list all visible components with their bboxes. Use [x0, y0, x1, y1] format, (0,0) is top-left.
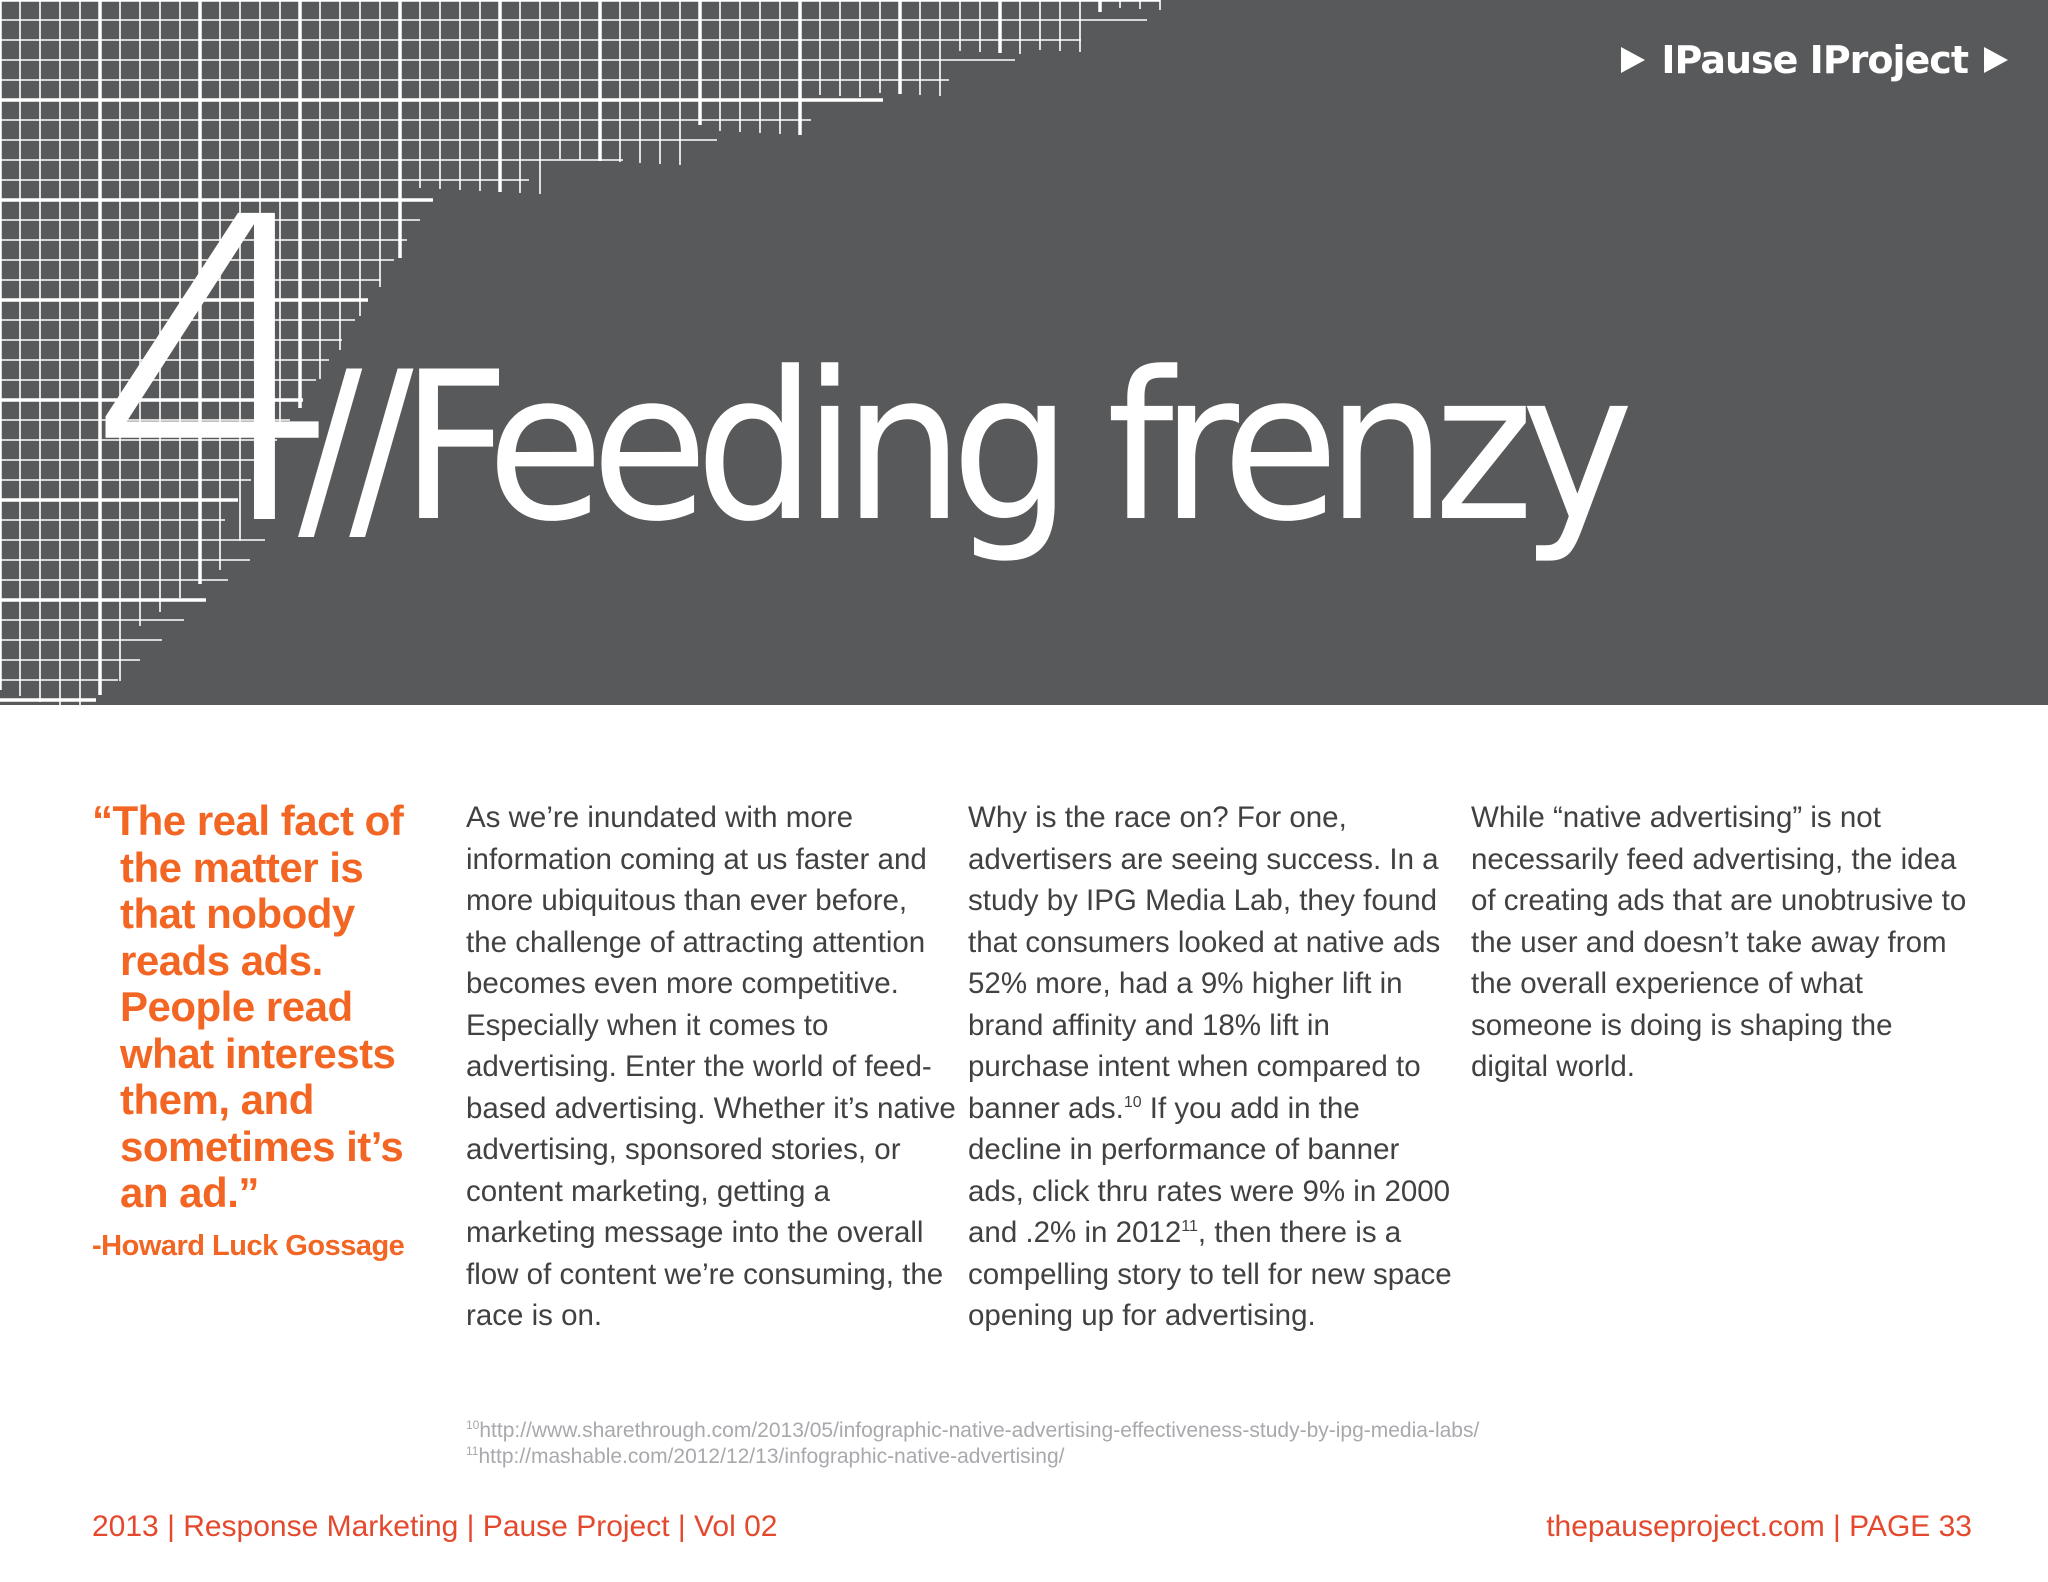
header-banner	[0, 0, 2048, 705]
footnote-number: 10	[466, 1418, 480, 1432]
body-text: , then there is a compelling story to tell for new space opening up for advertising.	[968, 1216, 1452, 1332]
pull-quote-attribution: -Howard Luck Gossage	[92, 1229, 405, 1262]
footnotes	[466, 1418, 1479, 1470]
body-text: If you add in the decline in performance of banner ads, click thru rates were 9% in 2000 and .2% in 2012	[968, 1091, 1451, 1249]
footnote-link[interactable]: http://www.sharethrough.com/2013/05/infographic-native-advertising-effectiveness-study-by-ipg-media-labs/	[479, 1419, 1480, 1442]
brand-logo[interactable]	[1621, 38, 2008, 82]
pull-quote	[92, 798, 442, 1263]
chapter-number: 4	[85, 130, 343, 619]
pull-quote-text: “The real fact of the matter is that nobody reads ads. People read what interests them, and sometimes it’s an ad.”	[92, 797, 404, 1216]
footnote-number: 11	[466, 1444, 479, 1458]
footnote-item[interactable]	[466, 1444, 1479, 1470]
footnote-ref[interactable]: 10	[1123, 1093, 1142, 1111]
body-text: Why is the race on? For one, advertisers are seeing success. In a study by IPG Media Lab, they found that consumers looked at native ads 52% more, had a 9% higher lift in brand affinity and 18% lift in purchase intent when compared to banner ads.	[968, 801, 1441, 1125]
body-column-3: While “native advertising” is not necessarily feed advertising, the idea of creating ads that are unobtrusive to the user and doesn’t take away from the overall experience of what someone is doing is shaping the digital world.	[1471, 801, 1967, 1083]
footer-publication-info: 2013 | Response Marketing | Pause Project | Vol 02	[92, 1510, 778, 1543]
footnote-item[interactable]	[466, 1418, 1479, 1444]
body-column-2	[968, 797, 1458, 1337]
brand-name: IPause IProject	[1661, 38, 1968, 82]
play-triangle-icon	[1984, 47, 2008, 73]
body-column-1: As we’re inundated with more information coming at us faster and more ubiquitous than ever before, the challenge of attracting attention becomes even more competitive. Especially when it comes to advertising. Enter the world of feed-based advertising. Whether it’s native advertising, sponsored stories, or content marketing, getting a marketing message into the overall flow of content we’re consuming, the race is on.	[466, 801, 956, 1332]
footnote-link[interactable]: http://mashable.com/2012/12/13/infographic-native-advertising/	[478, 1445, 1065, 1468]
footnote-ref[interactable]: 11	[1181, 1218, 1198, 1236]
play-triangle-icon	[1621, 47, 1645, 73]
footer-site-page[interactable]: thepauseproject.com | PAGE 33	[1546, 1510, 1972, 1543]
chapter-title: //Feeding frenzy	[298, 329, 1621, 567]
